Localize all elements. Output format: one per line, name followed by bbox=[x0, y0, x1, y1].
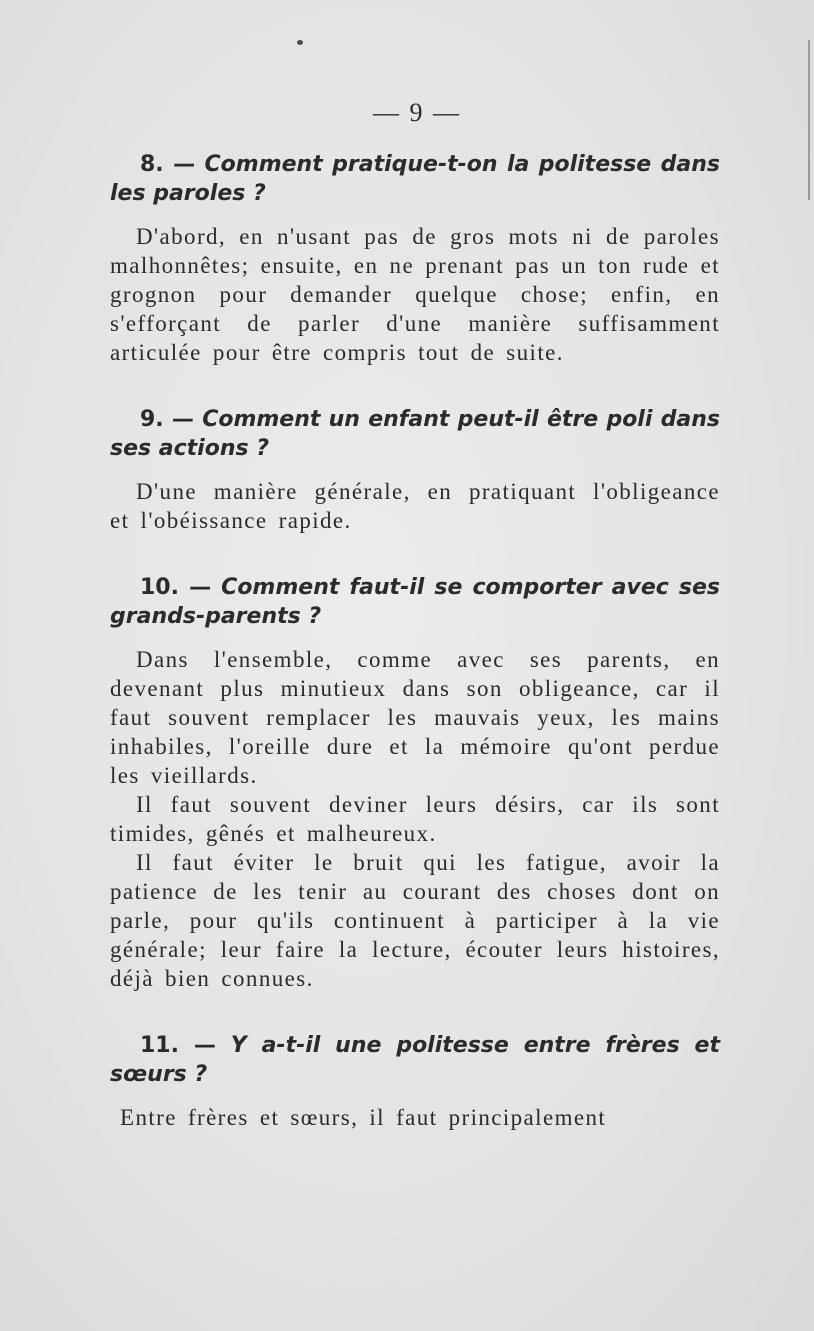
question-section-10 bbox=[110, 573, 720, 993]
question-number: 11. — bbox=[140, 1033, 216, 1058]
question-heading bbox=[110, 1031, 720, 1089]
question-number: 10. — bbox=[140, 575, 212, 600]
ink-speck bbox=[297, 40, 303, 45]
question-section-11 bbox=[110, 1031, 720, 1132]
question-text: Comment un enfant peut-il être poli dans ses actions ? bbox=[110, 407, 720, 461]
answer-paragraph: Dans l'ensemble, comme avec ses parents, en devenant plus minutieux dans son obligeance, car il faut souvent remplacer les mauvais yeux, les mains inhabiles, l'oreille dure et la mémoire qu'ont perdue les vieillards. bbox=[110, 647, 720, 788]
answer-paragraph: D'abord, en n'usant pas de gros mots ni de paroles malhonnêtes; ensuite, en ne prenant pas un ton rude et grognon pour demander quelque chose; enfin, en s'efforçant de parler d'une manière suffisamment articulée pour être compris tout de suite. bbox=[110, 224, 720, 365]
question-text: Y a-t-il une politesse entre frères et sœurs ? bbox=[110, 1033, 720, 1087]
question-text: Comment pratique-t-on la politesse dans les paroles ? bbox=[110, 152, 720, 206]
answer-paragraph: D'une manière générale, en pratiquant l'obligeance et l'obéissance rapide. bbox=[110, 479, 720, 533]
question-heading bbox=[110, 573, 720, 631]
question-number: 8. — bbox=[140, 152, 196, 177]
question-text: Comment faut-il se comporter avec ses grands-parents ? bbox=[110, 575, 720, 629]
answer-paragraph: Il faut éviter le bruit qui les fatigue, avoir la patience de les tenir au courant des choses dont on parle, pour qu'ils continuent à participer à la vie générale; leur faire la lecture, écouter leurs histoires, déjà bien connues. bbox=[110, 850, 720, 991]
question-section-8 bbox=[110, 150, 720, 367]
page-content bbox=[110, 150, 720, 1170]
answer-paragraph: Entre frères et sœurs, il faut principalement bbox=[120, 1105, 607, 1130]
answer-paragraph: Il faut souvent deviner leurs désirs, car ils sont timides, gênés et malheureux. bbox=[110, 792, 720, 846]
page-number: — 9 — bbox=[373, 98, 461, 127]
question-heading bbox=[110, 405, 720, 463]
question-section-9 bbox=[110, 405, 720, 535]
question-heading bbox=[110, 150, 720, 208]
question-number: 9. — bbox=[140, 407, 194, 432]
